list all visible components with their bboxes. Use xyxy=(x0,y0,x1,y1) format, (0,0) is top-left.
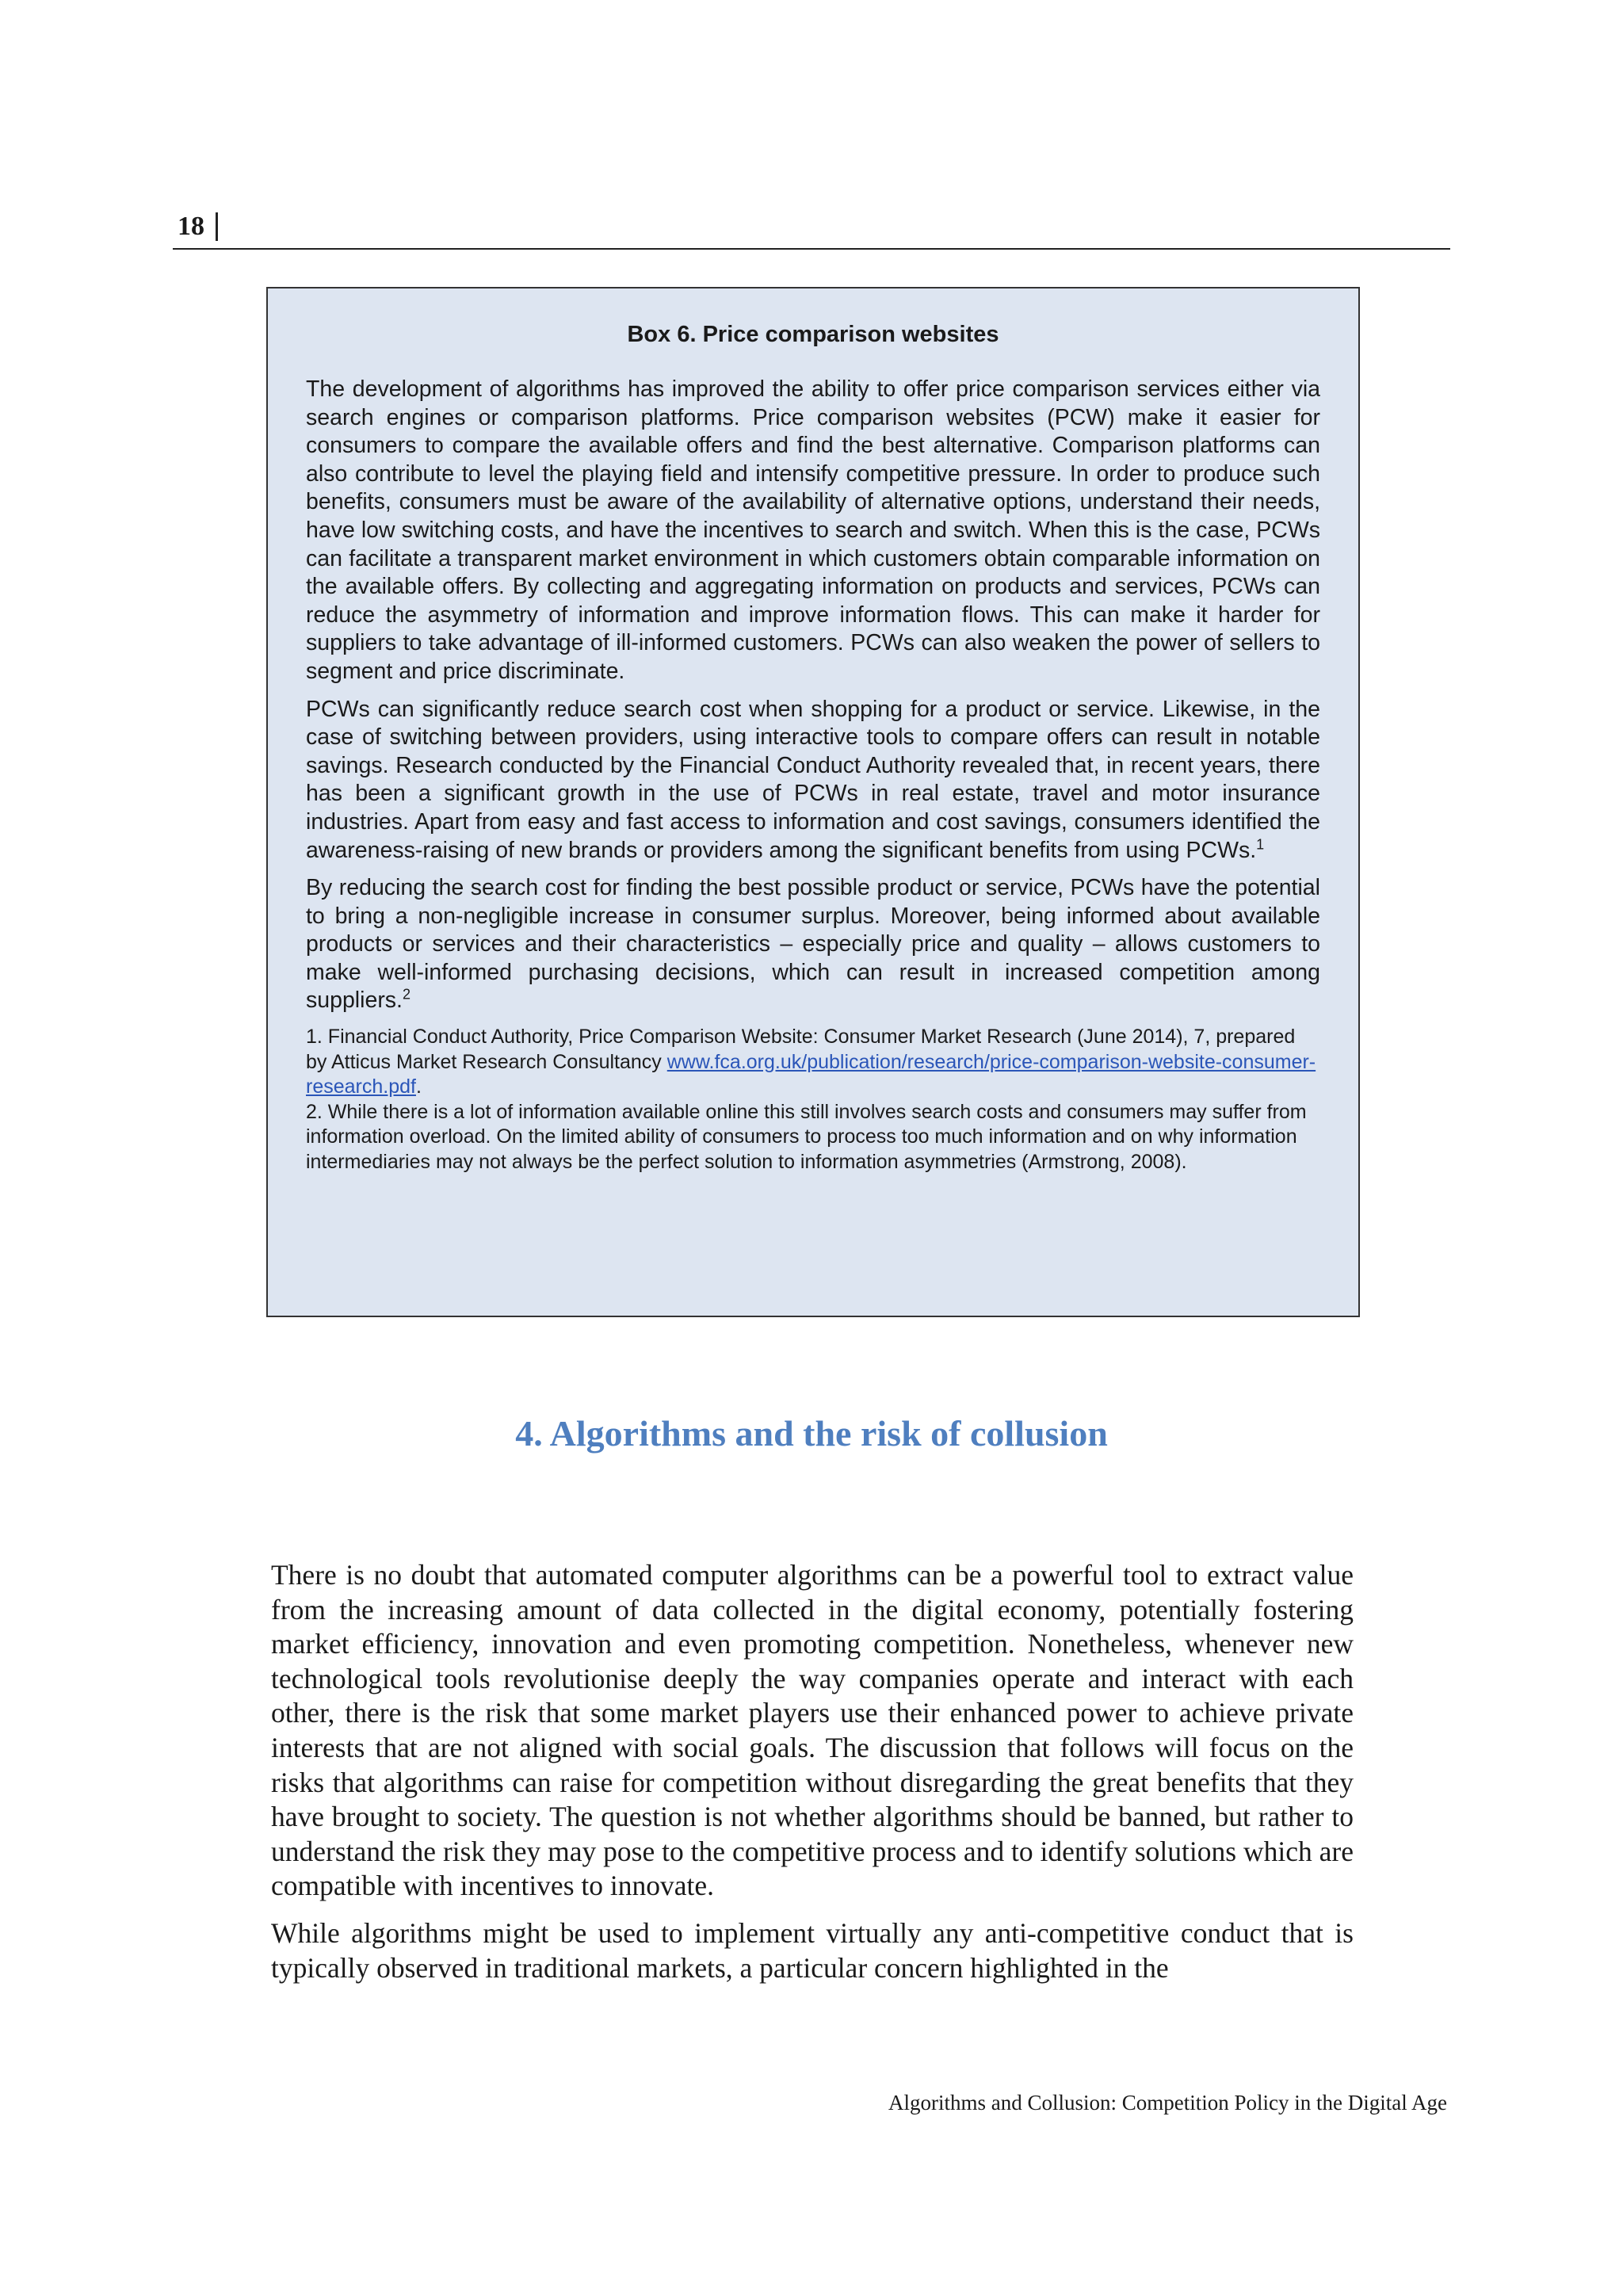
footnote-ref: 1 xyxy=(1256,836,1265,852)
box-paragraph: PCWs can significantly reduce search cost when shopping for a product or service. Likewise, in the case of switching between providers, using interactive tools to compare offers can result in notable savings. Research conducted by the Financial Conduct Authority revealed that, in recent years, there has been a significant growth in the use of PCWs in real estate, travel and motor insurance industries. Apart from easy and fast access to information and cost savings, consumers identified the awareness-raising of new brands or providers among the significant benefits from using PCWs.$^1$ xyxy=(306,696,1320,863)
page-number: 18 xyxy=(178,212,218,241)
page-header xyxy=(173,204,1450,250)
footnote-2: 2. While there is a lot of information available online this still involves search costs and consumers may suffer from information overload. On the limited ability of consumers to process too much information and on why information intermediaries may not always be the perfect solution to information asymmetries (Armstrong, 2008). xyxy=(306,1100,1307,1173)
info-box xyxy=(266,287,1360,1317)
page-footer: Algorithms and Collusion: Competition Policy in the Digital Age xyxy=(888,2091,1447,2115)
box-title: Box 6. Price comparison websites xyxy=(627,322,999,347)
fca-report-link[interactable]: www.fca.org.uk/publication/research/price-comparison-website-consumer-research.pdf xyxy=(306,1050,1316,1098)
box-paragraph: The development of algorithms has improved the ability to offer price comparison services either via search engines or comparison platforms. Price comparison websites (PCW) make it easier for consumers to compare the available offers and find the best alternative. Comparison platforms can also contribute to level the playing field and intensify competitive pressure. In order to produce such benefits, consumers must be aware of the availability of alternative options, understand their needs, have low switching costs, and have the incentives to search and switch. When this is the case, PCWs can facilitate a transparent market environment in which customers obtain comparable information on the available offers. By collecting and aggregating information on products and services, PCWs can reduce the asymmetry of information and improve information flows. This can make it harder for suppliers to take advantage of ill-informed customers. PCWs can also weaken the power of sellers to segment and price discriminate. xyxy=(306,376,1320,684)
body-paragraph: While algorithms might be used to implement virtually any anti-competitive conduct that is typically observed in traditional markets, a particular concern highlighted in the xyxy=(271,1916,1354,1984)
body-paragraph: There is no doubt that automated computer algorithms can be a powerful tool to extract value from the increasing amount of data collected in the digital economy, potentially fostering market efficiency, innovation and even promoting competition. Nonetheless, whenever new technological tools revolutionise deeply the way companies operate and interact with each other, there is the risk that some market players use their enhanced power to achieve private interests that are not aligned with social goals. The discussion that follows will focus on the risks that algorithms can raise for competition without disregarding the great benefits that they have brought to society. The question is not whether algorithms should be banned, but rather to understand the risk they may pose to the competitive process and to identify solutions which are compatible with incentives to innovate. xyxy=(271,1559,1354,1902)
footnote-1: 1. Financial Conduct Authority, Price Comparison Website: Consumer Market Research (June 2014), 7, prepared by Atticus Market Research Consultancy www.fca.org.uk/publication/research/price-comparison-website-consumer-research.pdf. xyxy=(306,1026,1316,1098)
section-heading: 4. Algorithms and the risk of collusion xyxy=(515,1413,1108,1454)
body-text xyxy=(271,1558,1354,1998)
box-paragraph: By reducing the search cost for finding the best possible product or service, PCWs have the potential to bring a non-negligible increase in consumer surplus. Moreover, being informed about available products or services and their characteristics – especially price and quality – allows customers to make well-informed purchasing decisions, which can result in increased competition among suppliers.$^2$ xyxy=(306,875,1320,1014)
footnote-ref: 2 xyxy=(402,986,411,1003)
